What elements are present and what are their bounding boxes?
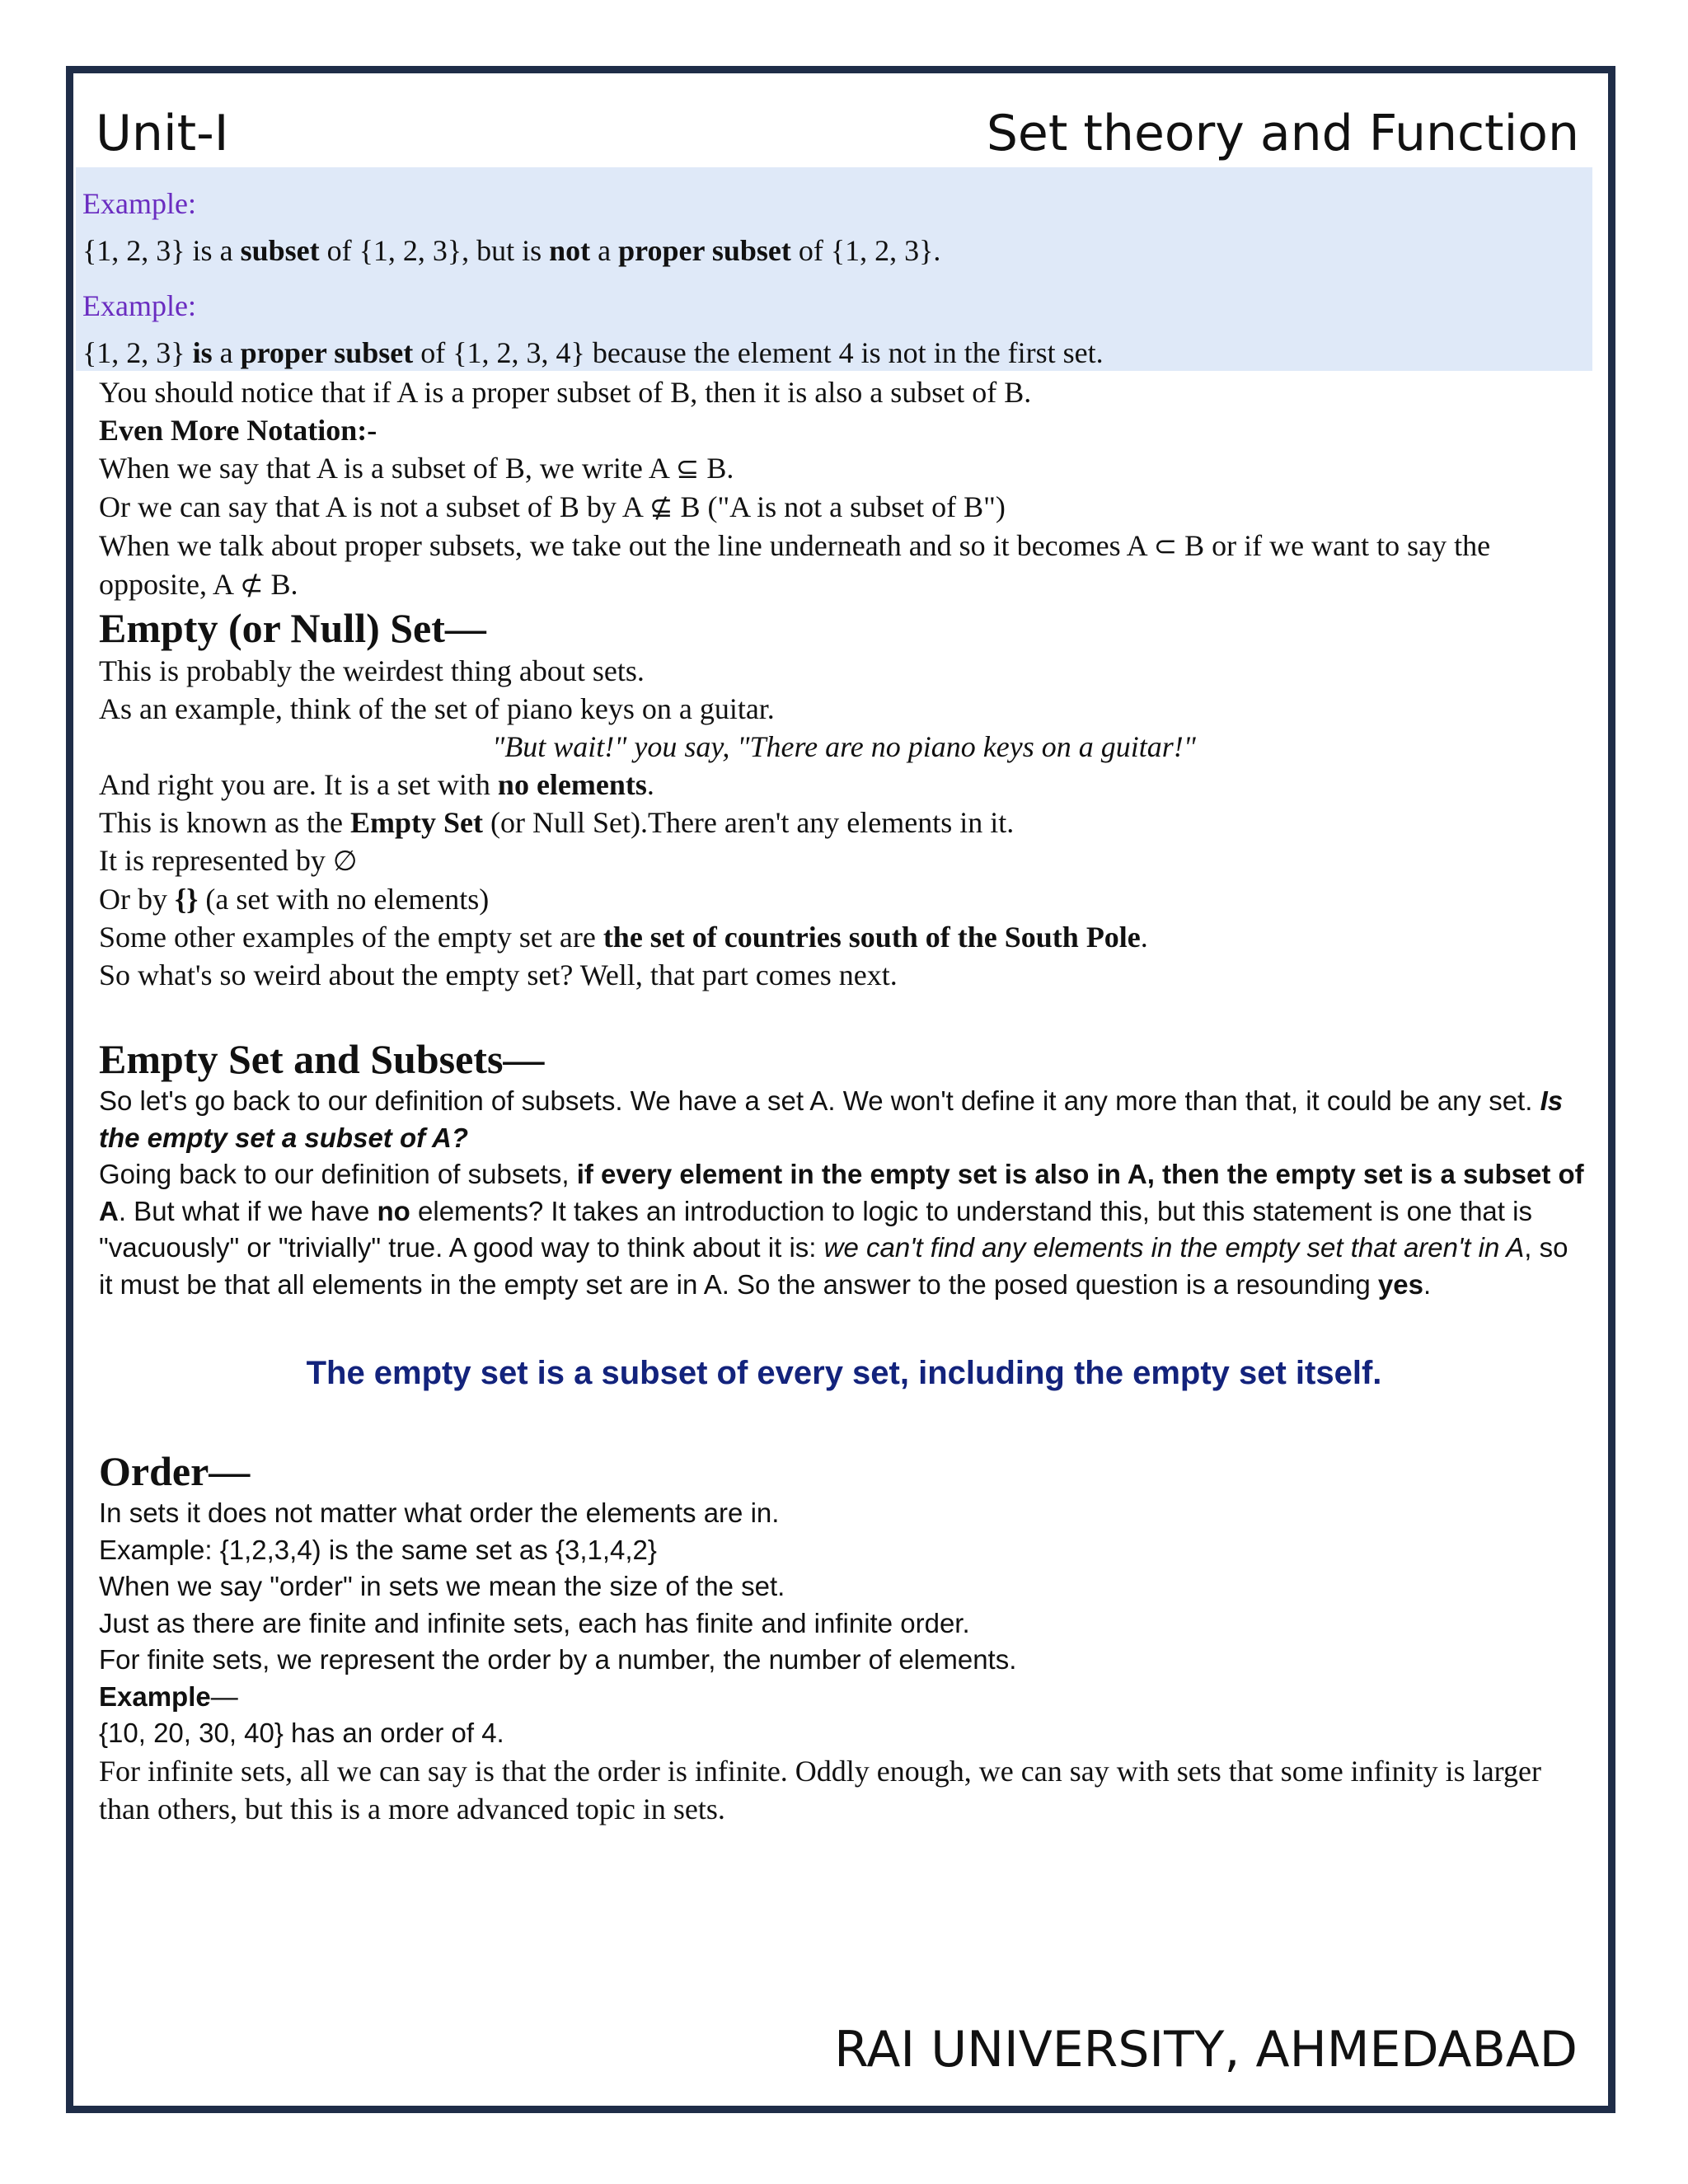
empty-set-heading: Empty (or Null) Set—: [99, 605, 486, 651]
empty-set-p1: This is probably the weirdest thing about sets.: [99, 654, 645, 687]
proper-subset-symbol: ⊂: [1153, 530, 1178, 563]
order-line-2: Example: {1,2,3,4) is the same set as {3,1,4,2}: [99, 1534, 657, 1565]
order-line-1: In sets it does not matter what order the elements are in.: [99, 1497, 780, 1528]
university-footer: RAI UNIVERSITY, AHMEDABAD: [834, 2021, 1578, 2079]
empty-subsets-p2: Going back to our definition of subsets, if every element in the empty set is also in A, then the empty set is a subset of A. But what if we have no elements? It takes an introduction to logic to understand this, but this statement is one that is "vacuously" or "trivially" true. A good way to think about it is: we can't find any elements in the empty set that aren't in A, so it must be that all elements in the empty set are in A. So the answer to the posed question is a resounding yes.: [99, 1159, 1584, 1300]
empty-set-p6: Or by {} (a set with no elements): [99, 883, 490, 916]
notation-line-3: When we talk about proper subsets, we take out the line underneath and so it becomes A ⊂ B or if we want to say the opposite, A ⊄ B.: [99, 529, 1491, 602]
empty-set-p7: Some other examples of the empty set are the set of countries south of the South Pole.: [99, 921, 1148, 954]
subset-eq-symbol: ⊆: [675, 452, 700, 485]
order-heading: Order—: [99, 1448, 251, 1494]
order-line-7: {10, 20, 30, 40} has an order of 4.: [99, 1718, 504, 1748]
notice-text: You should notice that if A is a proper subset of B, then it is also a subset of B.: [99, 376, 1032, 409]
notation-section: [99, 373, 1589, 604]
notation-line-2: Or we can say that A is not a subset of B by A ⊈ B ("A is not a subset of B"): [99, 490, 1006, 524]
empty-subsets-p1: So let's go back to our definition of subsets. We have a set A. We won't define it any more than that, it could be any set. Is the empty set a subset of A?: [99, 1085, 1564, 1153]
empty-subsets-section: [99, 1035, 1589, 1303]
example-label-2: Example:: [82, 289, 196, 322]
example-text-2: {1, 2, 3} is a proper subset of {1, 2, 3, 4} because the element 4 is not in the first set.: [82, 336, 1104, 369]
empty-set-p2: As an example, think of the set of piano keys on a guitar.: [99, 692, 775, 725]
order-section: [99, 1447, 1589, 1828]
empty-set-p3: And right you are. It is a set with no elements.: [99, 768, 654, 801]
empty-set-symbol: ∅: [332, 845, 358, 878]
empty-subsets-heading: Empty Set and Subsets—: [99, 1036, 545, 1082]
not-subset-eq-symbol: ⊈: [649, 491, 673, 524]
unit-title: Unit-I: [96, 105, 229, 162]
not-proper-subset-symbol: ⊄: [240, 569, 264, 602]
order-line-4: Just as there are finite and infinite sets, each has finite and infinite order.: [99, 1607, 970, 1638]
order-line-6: Example—: [99, 1680, 238, 1712]
empty-set-quote: "But wait!" you say, "There are no piano keys on a guitar!": [492, 730, 1196, 763]
empty-set-section: [99, 604, 1589, 994]
example-text-1: {1, 2, 3} is a subset of {1, 2, 3}, but is not a proper subset of {1, 2, 3}.: [82, 234, 941, 267]
notation-title: Even More Notation:-: [99, 414, 377, 447]
example-label-1: Example:: [82, 187, 196, 220]
empty-set-p8: So what's so weird about the empty set? Well, that part comes next.: [99, 958, 898, 991]
subject-title: Set theory and Function: [986, 105, 1579, 162]
notation-line-1: When we say that A is a subset of B, we write A ⊆ B.: [99, 452, 734, 485]
highlight-statement: The empty set is a subset of every set, including the empty set itself.: [306, 1355, 1382, 1391]
empty-set-p5: It is represented by ∅: [99, 844, 358, 878]
order-line-5: For finite sets, we represent the order by a number, the number of elements.: [99, 1644, 1017, 1675]
empty-set-p4: This is known as the Empty Set (or Null Set).There aren't any elements in it.: [99, 806, 1015, 839]
order-line-8: For infinite sets, all we can say is that the order is infinite. Oddly enough, we can say with sets that some infinity is larger than others, but this is a more advanced topic in sets.: [99, 1754, 1541, 1825]
order-line-3: When we say "order" in sets we mean the size of the set.: [99, 1571, 785, 1601]
